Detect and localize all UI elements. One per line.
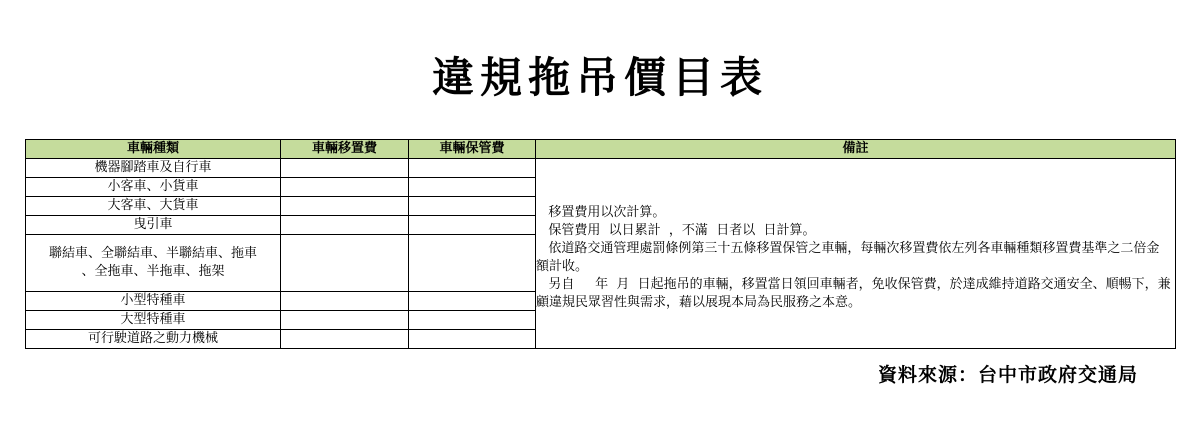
- relocation-fee-cell: [281, 178, 409, 197]
- vehicle-type-cell: 聯結車、全聯結車、半聯結車、拖車 、全拖車、半拖車、拖架: [26, 235, 281, 292]
- storage-fee-cell: [409, 216, 536, 235]
- vehicle-type-cell: 大客車、大貨車: [26, 197, 281, 216]
- remarks-cell: [536, 159, 1176, 349]
- vehicle-type-cell: 小型特種車: [26, 292, 281, 311]
- table-header-row: [26, 140, 1176, 159]
- remark-line: 移置費用以次計算。: [536, 205, 666, 220]
- page-title: 違規拖吊價目表: [431, 53, 768, 102]
- vehicle-type-cell: 曳引車: [26, 216, 281, 235]
- remark-line: 保管費用 以日累計 ，不滿 日者以 日計算。: [536, 223, 816, 238]
- relocation-fee-cell: [281, 292, 409, 311]
- header-relocation-fee: 車輛移置費: [281, 140, 409, 159]
- relocation-fee-cell: [281, 235, 409, 292]
- header-storage-fee: 車輛保管費: [409, 140, 536, 159]
- relocation-fee-cell: [281, 330, 409, 349]
- storage-fee-cell: [409, 292, 536, 311]
- relocation-fee-cell: [281, 197, 409, 216]
- header-remarks: 備註: [536, 140, 1176, 159]
- header-vehicle-type: 車輛種類: [26, 140, 281, 159]
- relocation-fee-cell: [281, 216, 409, 235]
- data-source: 資料來源：台中市政府交通局: [877, 364, 1138, 386]
- storage-fee-cell: [409, 311, 536, 330]
- vehicle-type-cell: 大型特種車: [26, 311, 281, 330]
- storage-fee-cell: [409, 235, 536, 292]
- vehicle-type-cell: 小客車、小貨車: [26, 178, 281, 197]
- remark-line: 依道路交通管理處罰條例第三十五條移置保管之車輛，每輛次移置費依左列各車輛種類移置費基準之二倍金額計收。: [536, 241, 1160, 274]
- relocation-fee-cell: [281, 159, 409, 178]
- storage-fee-cell: [409, 330, 536, 349]
- storage-fee-cell: [409, 178, 536, 197]
- vehicle-type-cell: 可行駛道路之動力機械: [26, 330, 281, 349]
- fee-table: [25, 139, 1176, 349]
- remark-line: 另自 年 月 日起拖吊的車輛，移置當日領回車輛者，免收保管費，於達成維持道路交通安全、順暢下，兼顧違規民眾習性與需求，藉以展現本局為民服務之本意。: [536, 277, 1171, 310]
- relocation-fee-cell: [281, 311, 409, 330]
- storage-fee-cell: [409, 197, 536, 216]
- vehicle-type-cell: 機器腳踏車及自行車: [26, 159, 281, 178]
- storage-fee-cell: [409, 159, 536, 178]
- table-row: [26, 159, 1176, 178]
